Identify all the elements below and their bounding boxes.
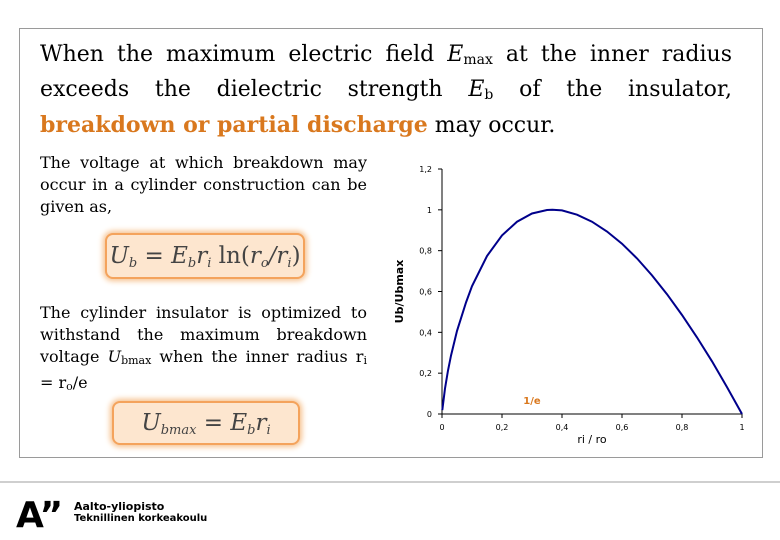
headline-highlight: breakdown or partial discharge — [40, 112, 428, 138]
f2-eb: = E — [196, 410, 248, 436]
f2-r: r — [255, 410, 267, 436]
headline-part3: of the insulator, — [493, 77, 732, 102]
f1-slash-ri: /r — [268, 243, 288, 269]
emax-symbol: E — [447, 42, 464, 67]
formula-box-ubmax — [112, 401, 300, 445]
f1-eb: = E — [137, 243, 188, 269]
paragraph-breakdown-voltage: The voltage at which breakdown may occur in a cylinder construction can be given as, — [40, 153, 367, 216]
aalto-logo-mark: A” — [16, 495, 63, 536]
f1-lhs-sub: b — [128, 256, 138, 271]
p2-part4: /e — [72, 373, 88, 392]
headline-part4: may occur. — [427, 113, 556, 138]
headline — [40, 40, 732, 141]
y-tick-label: 1,2 — [419, 165, 432, 174]
f1-ro-sub: o — [260, 256, 269, 271]
annotation-1-over-e: 1/e — [523, 396, 541, 407]
y-tick-label: 0,6 — [419, 287, 432, 297]
y-tick-label: 0,2 — [419, 369, 432, 379]
formula-ubmax — [114, 410, 298, 438]
f1-r-sub: i — [207, 256, 212, 271]
f1-ro: r — [249, 243, 261, 269]
p2-part3: = r — [40, 373, 67, 392]
p2-part2: when the inner radius r — [151, 347, 364, 366]
emax-subscript: max — [463, 52, 493, 68]
p2-part1: The cylinder insulator is optimized to withstand the maximum breakdown voltage — [40, 303, 367, 366]
p2-ri-sub: i — [363, 354, 367, 367]
paragraph-optimization — [40, 302, 367, 398]
y-tick-label: 0 — [426, 410, 432, 419]
eb-subscript: b — [484, 87, 494, 103]
f1-r: r — [196, 243, 208, 269]
headline-part2: at the inner radius exceeds the dielectric strength — [40, 42, 732, 102]
y-tick-label: 0,4 — [419, 328, 432, 338]
f2-lhs: U — [141, 410, 161, 436]
series-line — [442, 210, 742, 414]
x-tick-label: 0 — [439, 423, 445, 432]
f1-ri-sub: i — [287, 256, 292, 271]
f1-lhs: U — [109, 243, 129, 269]
p2-u-sub: bmax — [121, 354, 152, 367]
aalto-logo-name: Aalto-yliopisto — [74, 500, 165, 513]
breakdown-ratio-chart — [390, 150, 770, 450]
y-tick-label: 1 — [426, 205, 432, 215]
y-axis-label: Ub/Ubmax — [393, 259, 406, 324]
headline-part1: When the maximum electric field — [40, 42, 448, 67]
x-tick-label: 0,8 — [675, 423, 689, 432]
x-tick-label: 0,4 — [555, 423, 569, 432]
formula-ub — [107, 243, 303, 271]
f1-eb-sub: b — [187, 256, 197, 271]
f2-lhs-sub: bmax — [160, 423, 197, 438]
f2-r-sub: i — [266, 423, 271, 438]
p2-u-symbol: U — [107, 347, 122, 366]
formula-box-ub — [105, 233, 305, 279]
p2-ro-sub: o — [66, 380, 73, 393]
x-tick-label: 0,2 — [495, 423, 509, 432]
y-tick-label: 0,8 — [419, 246, 432, 256]
aalto-logo-school: Teknillinen korkeakoulu — [74, 513, 208, 524]
x-tick-label: 0,6 — [615, 423, 629, 432]
eb-symbol: E — [468, 77, 485, 102]
x-tick-label: 1 — [739, 423, 745, 432]
f2-eb-sub: b — [247, 423, 256, 438]
f1-close: ) — [291, 243, 301, 269]
f1-ln: ln( — [211, 243, 250, 269]
footer-divider — [0, 481, 780, 483]
x-axis-label: ri / ro — [577, 433, 607, 446]
